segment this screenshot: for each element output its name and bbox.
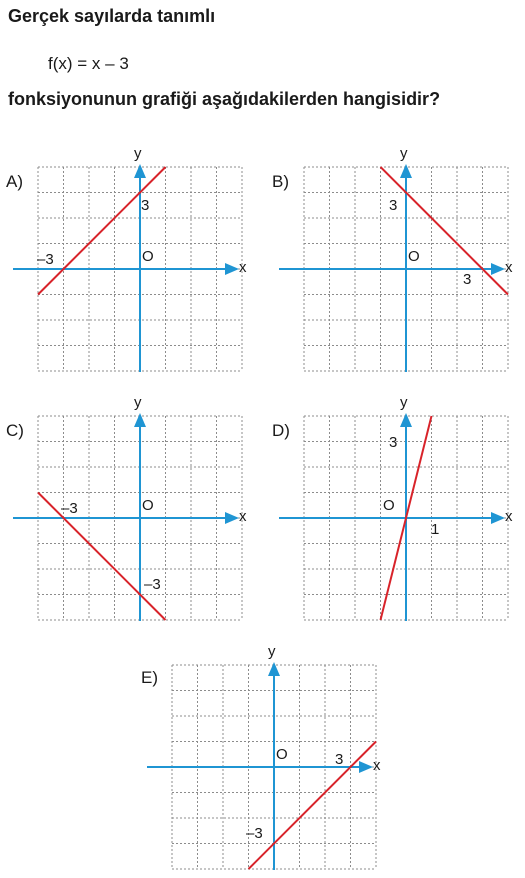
y-axis-arrow [400, 164, 412, 178]
x-axis-arrow [225, 512, 239, 524]
tick-label-y-3: 3 [389, 197, 398, 214]
y-axis-arrow [134, 164, 146, 178]
origin-label: O [142, 497, 154, 514]
axes [13, 413, 239, 621]
y-axis-label: y [134, 394, 142, 411]
x-axis-label: x [239, 508, 247, 525]
option-b-function-line [381, 167, 509, 295]
tick-label-y-neg3: –3 [246, 825, 263, 842]
x-axis-label: x [505, 508, 513, 525]
option-c-letter[interactable]: C) [6, 421, 24, 440]
axes [279, 164, 505, 372]
option-d-plot [279, 391, 513, 621]
x-axis-label: x [505, 259, 513, 276]
y-axis-arrow [134, 413, 146, 427]
y-axis-label: y [400, 394, 408, 411]
tick-label-x-neg3: –3 [37, 251, 54, 268]
option-a-graph[interactable] [13, 142, 247, 372]
option-e-function-line [249, 742, 377, 870]
option-e-letter[interactable]: E) [141, 668, 158, 687]
option-a-function-line [38, 167, 166, 295]
x-axis-arrow [359, 761, 373, 773]
x-axis-arrow [491, 512, 505, 524]
tick-label-x-1: 1 [431, 521, 440, 538]
tick-label-y-neg3: –3 [144, 576, 161, 593]
axes [13, 164, 239, 372]
origin-label: O [142, 248, 154, 265]
tick-label-y-3: 3 [389, 434, 398, 451]
y-axis-arrow [268, 662, 280, 676]
y-axis-arrow [400, 413, 412, 427]
y-axis-label: y [268, 643, 276, 660]
option-a-letter[interactable]: A) [6, 172, 23, 191]
question-line-3: fonksiyonunun grafiği aşağıdakilerden hangisidir? [8, 89, 441, 109]
origin-label: O [408, 248, 420, 265]
option-e-graph[interactable] [147, 640, 381, 870]
x-axis-label: x [239, 259, 247, 276]
x-axis-arrow [491, 263, 505, 275]
y-axis-label: y [134, 145, 142, 162]
option-b-plot [279, 142, 513, 372]
option-c-graph[interactable] [13, 391, 247, 621]
origin-label: O [276, 746, 288, 763]
tick-label-x-3: 3 [335, 751, 344, 768]
x-axis-arrow [225, 263, 239, 275]
question-formula: f(x) = x – 3 [48, 54, 129, 73]
question-line-1: Gerçek sayılarda tanımlı [8, 6, 216, 26]
tick-label-y-3: 3 [141, 197, 150, 214]
option-d-graph[interactable] [279, 391, 513, 621]
option-a-plot [13, 142, 247, 372]
x-axis-label: x [373, 757, 381, 774]
option-b-graph[interactable] [279, 142, 513, 372]
y-axis-label: y [400, 145, 408, 162]
option-d-letter[interactable]: D) [272, 421, 290, 440]
option-b-letter[interactable]: B) [272, 172, 289, 191]
origin-label: O [383, 497, 395, 514]
tick-label-x-neg3: –3 [61, 500, 78, 517]
tick-label-x-3: 3 [463, 271, 472, 288]
option-e-plot [147, 640, 381, 870]
option-c-plot [13, 391, 247, 621]
